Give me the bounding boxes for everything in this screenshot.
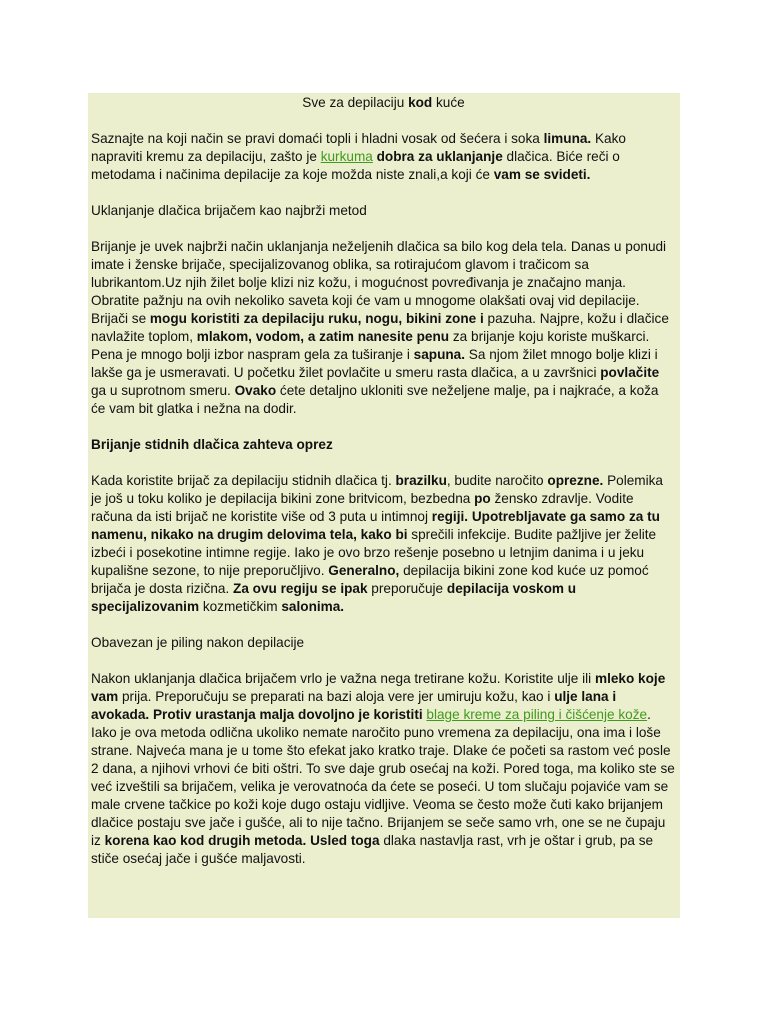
- bikini-paragraph: Kada koristite brijač za depilaciju stidnih dlačica tj. brazilku, budite naročito oprezne. Polemika je još u toku koliko je depilacija bikini zone britvicom, bezbedna po žensko zdravlje. Vodite računa da isti brijač ne koristite više od 3 puta u intimnoj regiji. Upotrebljavate ga samo za tu namenu, nikako na drugim delovima tela, kako bi sprečili infekcije. Budite pažljive jer želite izbeći i posekotine intimne regije. Iako je ovo brzo rešenje posebno u letnjim danima i u jeku kupališne sezone, to nije preporučljivo. Generalno, depilacija bikini zone kod kuće uz pomoć brijača je dosta rizična. Za ovu regiju se ipak preporučuje depilacija voskom u specijalizovanim kozmetičkim salonima.: [91, 473, 663, 614]
- section-heading-peeling: Obavezan je piling nakon depilacije: [91, 635, 305, 650]
- document-page: [88, 93, 680, 918]
- peeling-paragraph: Nakon uklanjanja dlačica brijačem vrlo je važna nega tretirane kožu. Koristite ulje ili mleko koje vam prija. Preporučuju se preparati na bazi aloja vere jer umiruju kožu, kao i ulje lana i avokada. Protiv urastanja malja dovoljno je koristiti blage kreme za piling i čišćenje kože. Iako je ova metoda odlična ukoliko nemate naročito puno vremena za depilaciju, ona ima i loše strane. Najveća mana je u tome što efekat jako kratko traje. Dlake će početi sa rastom već posle 2 dana, a njihovi vrhovi će biti oštri. To sve daje grub osećaj na koži. Pored toga, ma koliko ste se već izveštili sa brijačem, velika je verovatnoća da ćete se poseći. U tom slučaju pojaviće vam se male crvene tačkice po koži koje dugo ostaju vidljive. Veoma se često može čuti kako brijanjem dlačice postaju sve jače i gušće, ali to nije tačno. Brijanjem se seče samo vrh, one se ne čupaju iz korena kao kod drugih metoda. Usled toga dlaka nastavlja rast, vrh je oštar i grub, pa se stiče osećaj jače i gušće maljavosti.: [91, 671, 675, 866]
- link-kurkuma[interactable]: kurkuma: [320, 149, 373, 164]
- link-peeling-creams[interactable]: blage kreme za piling i čišćenje kože: [426, 707, 648, 722]
- title-text: Sve za depilaciju: [302, 95, 409, 110]
- title-text-end: kuće: [432, 95, 465, 110]
- document-title: [91, 94, 676, 112]
- section-heading-bikini: Brijanje stidnih dlačica zahteva oprez: [91, 437, 333, 452]
- title-bold-word: kod: [408, 95, 433, 110]
- section-heading-razor: Uklanjanje dlačica brijačem kao najbrži metod: [91, 203, 367, 218]
- razor-paragraph: Brijanje je uvek najbrži način uklanjanja neželjenih dlačica sa bilo kog dela tela. Danas u ponudi imate i ženske brijače, specijalizovanog oblika, sa rotirajućom glavom i tračicom sa lubrikantom.Uz njih žilet bolje klizi niz kožu, i mogućnost povređivanja je značajno manja. Obratite pažnju na ovih nekoliko saveta koji će vam u mnogome olakšati ovaj vid depilacije. Brijači se mogu koristiti za depilaciju ruku, nogu, bikini zone i pazuha. Najpre, kožu i dlačice navlažite toplom, mlakom, vodom, a zatim nanesite penu za brijanje koju koriste muškarci. Pena je mnogo bolji izbor naspram gela za tuširanje i sapuna. Sa njom žilet mnogo bolje klizi i lakše ga je usmeravati. U početku žilet povlačite u smeru rasta dlačica, a u završnici povlačite ga u suprotnom smeru. Ovako ćete detaljno ukloniti sve neželjene malje, pa i najkraće, a koža će vam bit glatka i nežna na dodir.: [91, 239, 669, 416]
- intro-paragraph: Saznajte na koji način se pravi domaći topli i hladni vosak od šećera i soka limuna. Kako napraviti kremu za depilaciju, zašto je kurkuma dobra za uklanjanje dlačica. Biće reči o metodama i načinima depilacije za koje možda niste znali,a koji će vam se svideti.: [91, 131, 626, 182]
